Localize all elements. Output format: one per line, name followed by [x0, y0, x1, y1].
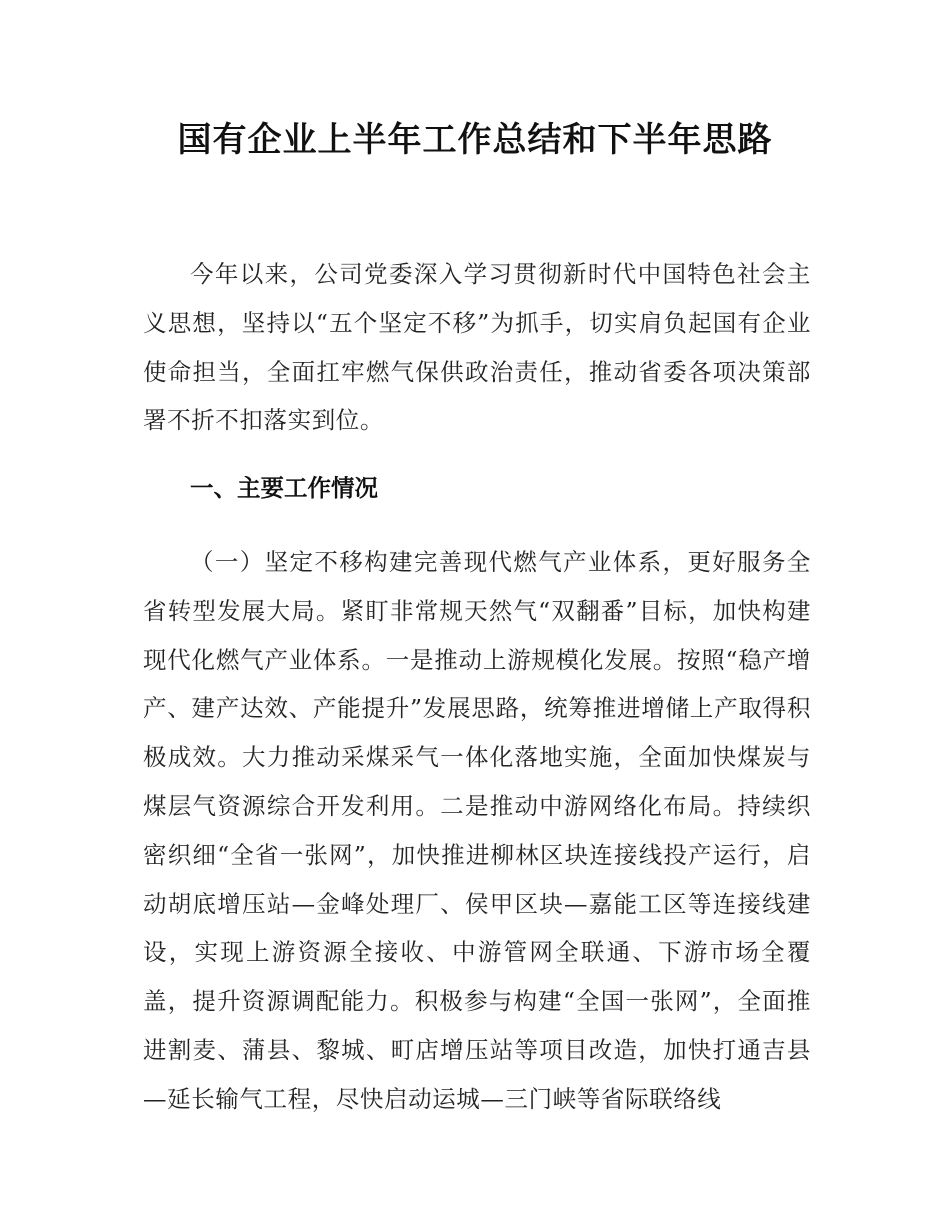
document-title: 国有企业上半年工作总结和下半年思路: [177, 120, 773, 160]
intro-paragraph: 今年以来，公司党委深入学习贯彻新时代中国特色社会主义思想，坚持以“五个坚定不移”为抓手，切实肩负起国有企业使命担当，全面扛牢燃气保供政治责任，推动省委各项决策部署不折不扣落实到位。: [143, 260, 811, 435]
section-heading: 一、主要工作情况: [190, 474, 378, 502]
section-paragraph: （一）坚定不移构建完善现代燃气产业体系，更好服务全省转型发展大局。紧盯非常规天然气“双翻番”目标，加快构建现代化燃气产业体系。一是推动上游规模化发展。按照“稳产增产、建产达效、产能提升”发展思路，统筹推进增储上产取得积极成效。大力推动采煤采气一体化落地实施，全面加快煤炭与煤层气资源综合开发利用。二是推动中游网络化布局。持续织密织细“全省一张网”，加快推进柳林区块连接线投产运行，启动胡底增压站—金峰处理厂、侯甲区块—嘉能工区等连接线建设，实现上游资源全接收、中游管网全联通、下游市场全覆盖，提升资源调配能力。积极参与构建“全国一张网”，全面推进割麦、蒲县、黎城、町店增压站等项目改造，加快打通吉县—延长输气工程，尽快启动运城—三门峡等省际联络线: [143, 548, 811, 1113]
